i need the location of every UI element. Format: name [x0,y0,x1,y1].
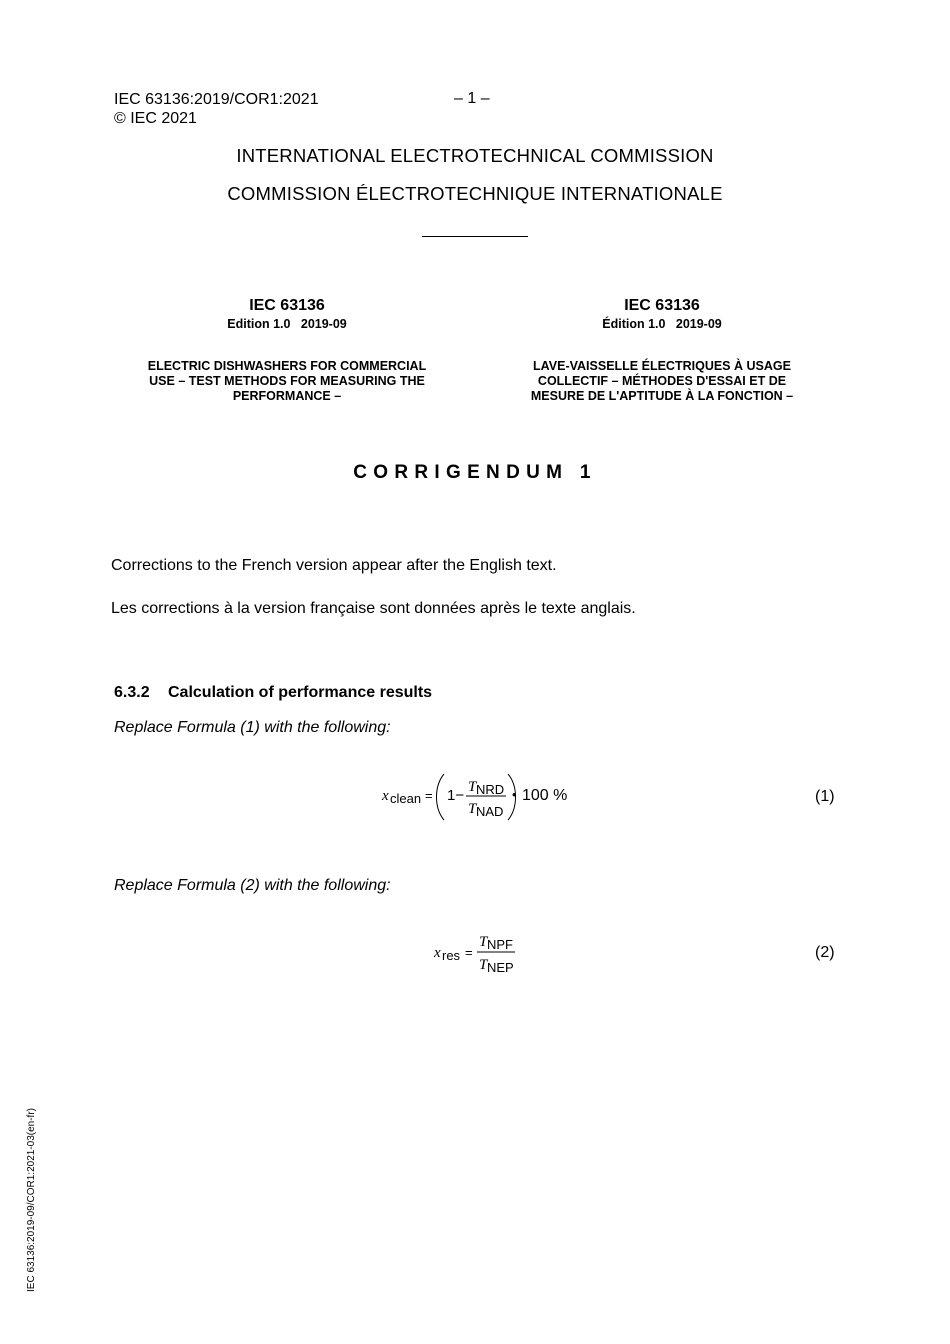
denominator-variable: T [479,957,488,973]
left-parenthesis [437,774,445,820]
formula-2 [425,926,535,982]
equals-sign: = [425,788,433,803]
instruction-formula-1: Replace Formula (1) with the following: [114,719,391,736]
numerator-subscript: NPF [487,937,513,952]
one-minus: 1− [447,787,465,804]
right-column [482,297,842,331]
numerator-variable: T [479,934,488,950]
formula-variable: x [382,788,389,804]
clause-heading [114,684,432,702]
left-column [107,297,467,331]
edition: Edition 1.0 2019-09 [227,317,347,331]
formula-subscript: clean [390,791,422,806]
page-number: – 1 – [454,90,490,107]
divider [422,236,528,237]
reference-line: IEC 63136:2019/COR1:2021 [114,91,319,108]
note-french: Les corrections à la version française sont données après le texte anglais. [111,600,636,617]
factor: 100 % [522,787,568,804]
document-reference [114,90,319,128]
organization-name-en: INTERNATIONAL ELECTROTECHNICAL COMMISSION [236,145,714,166]
numerator-subscript: NRD [476,782,505,797]
multiplication-dot: • [512,787,517,802]
right-title [482,359,842,404]
standard-number: IEC 63136 [624,297,700,314]
title-line: MESURE DE L'APTITUDE À LA FONCTION – [530,389,794,403]
corrigendum-title: CORRIGENDUM 1 [353,462,597,483]
formula-variable: x [434,945,441,961]
side-reference: IEC 63136:2019-09/COR1:2021-03(en-fr) [26,1108,37,1292]
title-line: USE – TEST METHODS FOR MEASURING THE [149,374,425,388]
title-line: ELECTRIC DISHWASHERS FOR COMMERCIAL [147,359,427,373]
clause-number: 6.3.2 [114,684,150,701]
denominator-subscript: NAD [476,804,504,819]
note-english: Corrections to the French version appear after the English text. [111,557,557,574]
denominator-subscript: NEP [487,960,514,975]
formula-number-1: (1) [815,788,835,805]
standard-number: IEC 63136 [249,297,325,314]
instruction-formula-2: Replace Formula (2) with the following: [114,877,391,894]
edition: Édition 1.0 2019-09 [602,317,722,331]
denominator-variable: T [468,801,477,817]
equals-sign: = [465,945,473,960]
copyright-line: © IEC 2021 [114,110,197,127]
title-line: LAVE-VAISSELLE ÉLECTRIQUES À USAGE [533,359,791,373]
formula-subscript: res [442,948,461,963]
formula-number-2: (2) [815,944,835,961]
formula-1 [370,768,590,824]
numerator-variable: T [468,779,477,795]
title-line: COLLECTIF – MÉTHODES D'ESSAI ET DE [537,374,787,388]
clause-title: Calculation of performance results [168,684,433,701]
title-line: PERFORMANCE – [232,389,342,403]
left-title [107,359,467,404]
organization-name-fr: COMMISSION ÉLECTROTECHNIQUE INTERNATIONALE [227,183,723,204]
